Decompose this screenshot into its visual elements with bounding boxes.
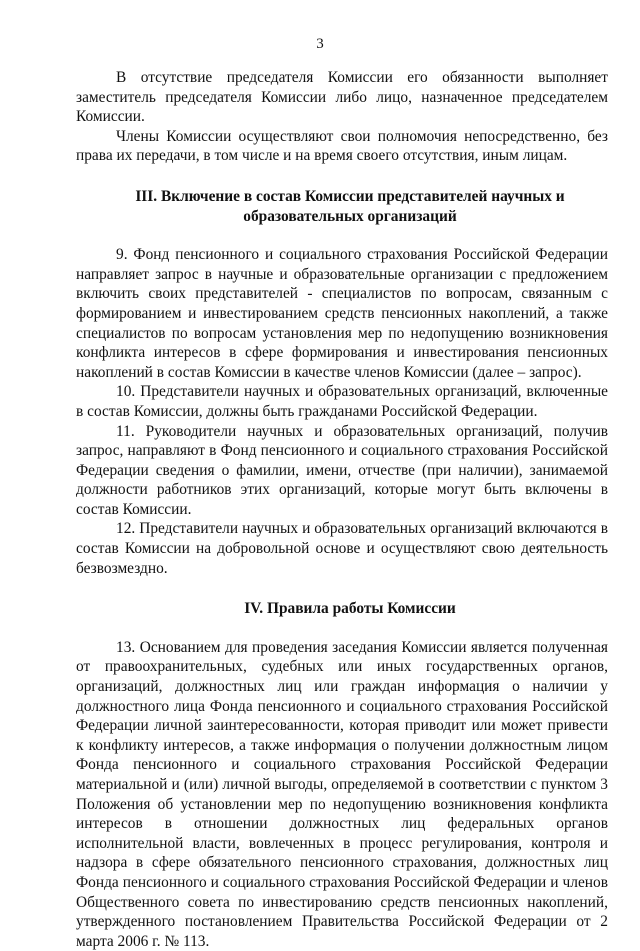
intro-paragraph-2: Члены Комиссии осуществляют свои полномочия непосредственно, без права их передачи, в том числе и на время своего отсутствия, иным лицам.: [76, 127, 608, 165]
section-3-heading-line-2: образовательных организаций: [243, 207, 457, 225]
section-4-heading: [76, 599, 608, 619]
paragraph-11: 11. Руководители научных и образовательных организаций, получив запрос, направляют в Фонд пенсионного и социального страхования Российской Федерации сведения о фамилии, имени, отчестве (при наличии), занимаемой должности работников этих организаций, которые могут быть включены в состав Комиссии.: [76, 422, 608, 518]
paragraph-9: 9. Фонд пенсионного и социального страхования Российской Федерации направляет запрос в научные и образовательные организации с предложением включить своих представителей - специалистов по вопросам, связанным с формированием и инвестированием средств пенсионных накоплений, а также специалистов по вопросам установления мер по недопущению возникновения конфликта интересов в сфере формирования и инвестирования пенсионных накоплений в состав Комиссии в качестве членов Комиссии (далее – запрос).: [76, 246, 608, 381]
page-number: 3: [316, 36, 324, 52]
section-4-heading-line: IV. Правила работы Комиссии: [244, 600, 456, 618]
section-3-heading: [76, 187, 608, 226]
intro-paragraph-1: В отсутствие председателя Комиссии его обязанности выполняет заместитель председателя Комиссии либо лицо, назначенное председателем Комиссии.: [76, 69, 608, 126]
paragraph-12: 12. Представители научных и образовательных организаций включаются в состав Комиссии на добровольной основе и осуществляют свою деятельность безвозмездно.: [76, 520, 608, 577]
document-body: [76, 68, 608, 951]
section-3-heading-line-1: III. Включение в состав Комиссии представителей научных и: [135, 187, 565, 205]
paragraph-13: 13. Основанием для проведения заседания Комиссии является полученная от правоохранительных, судебных или иных государственных органов, организаций, должностных лиц или граждан информация о наличии у должностного лица Фонда пенсионного и социального страхования Российской Федерации личной заинтересованности, которая приводит или может привести к конфликту интересов, а также информация о получении должностным лицом Фонда пенсионного и социального страхования Российской Федерации материальной и (или) личной выгоды, определяемой в соответствии с пунктом 3 Положения об установлении мер по недопущению возникновения конфликта интересов в отношении должностных лиц федеральных органов исполнительной власти, вовлеченных в процесс регулирования, контроля и надзора в сфере обязательного пенсионного страхования, должностных лиц Фонда пенсионного и социального страхования Российской Федерации и членов Общественного совета по инвестированию средств пенсионных накоплений, утвержденного постановлением Правительства Российской Федерации от 2 марта 2006 г. № 113.: [76, 638, 608, 950]
paragraph-10: 10. Представители научных и образовательных организаций, включенные в состав Комиссии, должны быть гражданами Российской Федерации.: [76, 383, 608, 420]
